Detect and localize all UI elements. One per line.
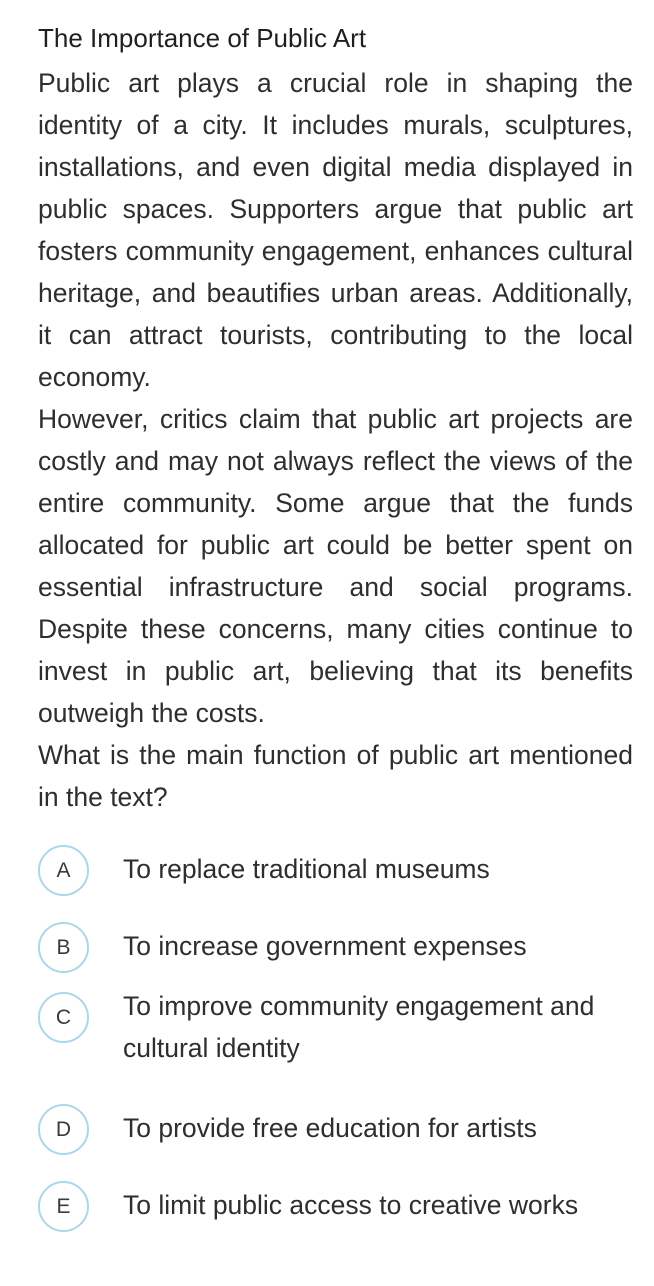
option-badge-d[interactable]: D — [38, 1104, 89, 1155]
option-text-a[interactable]: To replace traditional museums — [123, 854, 490, 884]
option-text-e[interactable]: To limit public access to creative works — [123, 1190, 579, 1220]
option-text-b[interactable]: To increase government expenses — [123, 931, 527, 961]
option-badge-e[interactable]: E — [38, 1181, 89, 1232]
option-e[interactable] — [38, 1179, 633, 1256]
option-a[interactable] — [38, 843, 633, 920]
article-paragraph-1: Public art plays a crucial role in shaping the identity of a city. It includes murals, sculptures, installations, and even digital media displayed in public spaces. Supporters argue that public art fosters community engagement, enhances cultural heritage, and beautifies urban areas. Additionally, it can attract tourists, contributing to the local economy. — [38, 68, 633, 392]
option-c[interactable] — [38, 990, 633, 1102]
option-badge-a[interactable]: A — [38, 845, 89, 896]
option-badge-b[interactable]: B — [38, 922, 89, 973]
option-text-d[interactable]: To provide free education for artists — [123, 1113, 537, 1143]
question-text: What is the main function of public art mentioned in the text? — [38, 740, 633, 812]
article-paragraph-2: However, critics claim that public art projects are costly and may not always reflect the views of the entire community. Some argue that the funds allocated for public art could be better spent on essential infrastructure and social programs. Despite these concerns, many cities continue to invest in public art, believing that its benefits outweigh the costs. — [38, 404, 633, 728]
answer-options — [38, 843, 633, 1256]
option-badge-c[interactable]: C — [38, 992, 89, 1043]
option-text-c[interactable]: To improve community engagement and cultural identity — [123, 991, 595, 1063]
option-b[interactable] — [38, 920, 633, 990]
option-d[interactable] — [38, 1102, 633, 1179]
article-title: The Importance of Public Art — [38, 23, 367, 53]
